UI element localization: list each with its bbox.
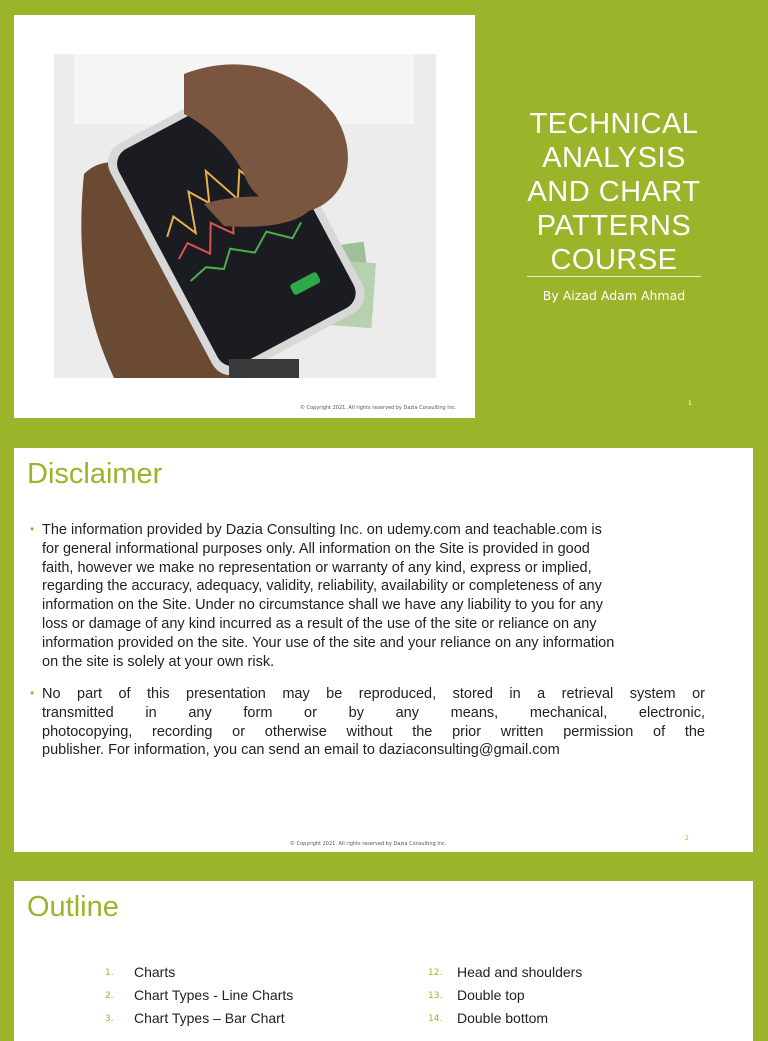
outline-item: Double bottom — [457, 1010, 549, 1026]
text-line: The information provided by Dazia Consulting Inc. on udemy.com and teachable.com is — [42, 522, 602, 538]
text-line: information provided on the site. Your use of the site and your reliance on any information — [42, 634, 615, 651]
copyright-note: © Copyright 2021. All rights reserved by Dazia Consulting Inc. — [300, 405, 457, 411]
text-line: regarding the accuracy, adequacy, validity, reliability, availability or completeness of any — [42, 578, 602, 595]
outline-number: 13. — [428, 991, 443, 1001]
page-number: 1 — [688, 400, 692, 407]
text-line: faith, however we make no representation or warranty of any kind, express or implied, — [42, 559, 592, 576]
author-name: By Aizad Adam Ahmad — [542, 288, 686, 303]
phone-trading-illustration — [54, 54, 436, 378]
outline-number: 12. — [428, 968, 443, 978]
outline-number: 3. — [105, 1014, 114, 1024]
text-line: transmitted in any form or by any means, mechanical, electronic, — [42, 704, 705, 721]
slide-heading: Disclaimer — [27, 458, 163, 490]
outline-item: Charts — [134, 964, 176, 980]
outline-number: 1. — [105, 968, 114, 978]
copyright-note: © Copyright 2021. All rights reserved by Dazia Consulting Inc. — [290, 841, 447, 847]
phone-trading-photo — [54, 54, 436, 378]
bullet-icon: • — [30, 686, 35, 700]
text-line: photocopying, recording or otherwise without the prior written permission of the — [42, 723, 705, 740]
outline-number: 2. — [105, 991, 114, 1001]
text-line: for general informational purposes only. All information on the Site is provided in good — [42, 540, 590, 557]
outline-slide — [14, 881, 753, 1041]
disclaimer-paragraph-1 — [30, 521, 705, 671]
bullet-icon: • — [30, 522, 35, 536]
text-line: loss or damage of any kind incurred as a result of the use of the site or reliance on any — [42, 615, 597, 632]
page-number: 2 — [685, 835, 689, 842]
disclaimer-paragraph-2 — [30, 685, 705, 760]
outline-number: 14. — [428, 1014, 443, 1024]
title-divider — [527, 276, 701, 277]
text-line: No part of this presentation may be reproduced, stored in a retrieval system or — [42, 686, 705, 702]
title-slide — [14, 15, 753, 418]
title-panel — [475, 15, 753, 418]
outline-item: Double top — [457, 987, 525, 1003]
text-line: publisher. For information, you can send an email to daziaconsulting@gmail.com — [42, 742, 560, 759]
outline-item: Chart Types - Line Charts — [134, 987, 294, 1003]
disclaimer-slide — [14, 448, 753, 852]
outline-item: Head and shoulders — [457, 964, 583, 980]
course-title: TECHNICAL ANALYSIS AND CHART PATTERNS COURSE — [527, 108, 701, 276]
text-line: information on the Site. Under no circumstance shall we have any liability to you for any — [42, 597, 603, 614]
text-line: on the site is solely at your own risk. — [42, 653, 275, 670]
outline-item: Chart Types – Bar Chart — [134, 1010, 285, 1026]
slide-heading: Outline — [27, 891, 119, 923]
